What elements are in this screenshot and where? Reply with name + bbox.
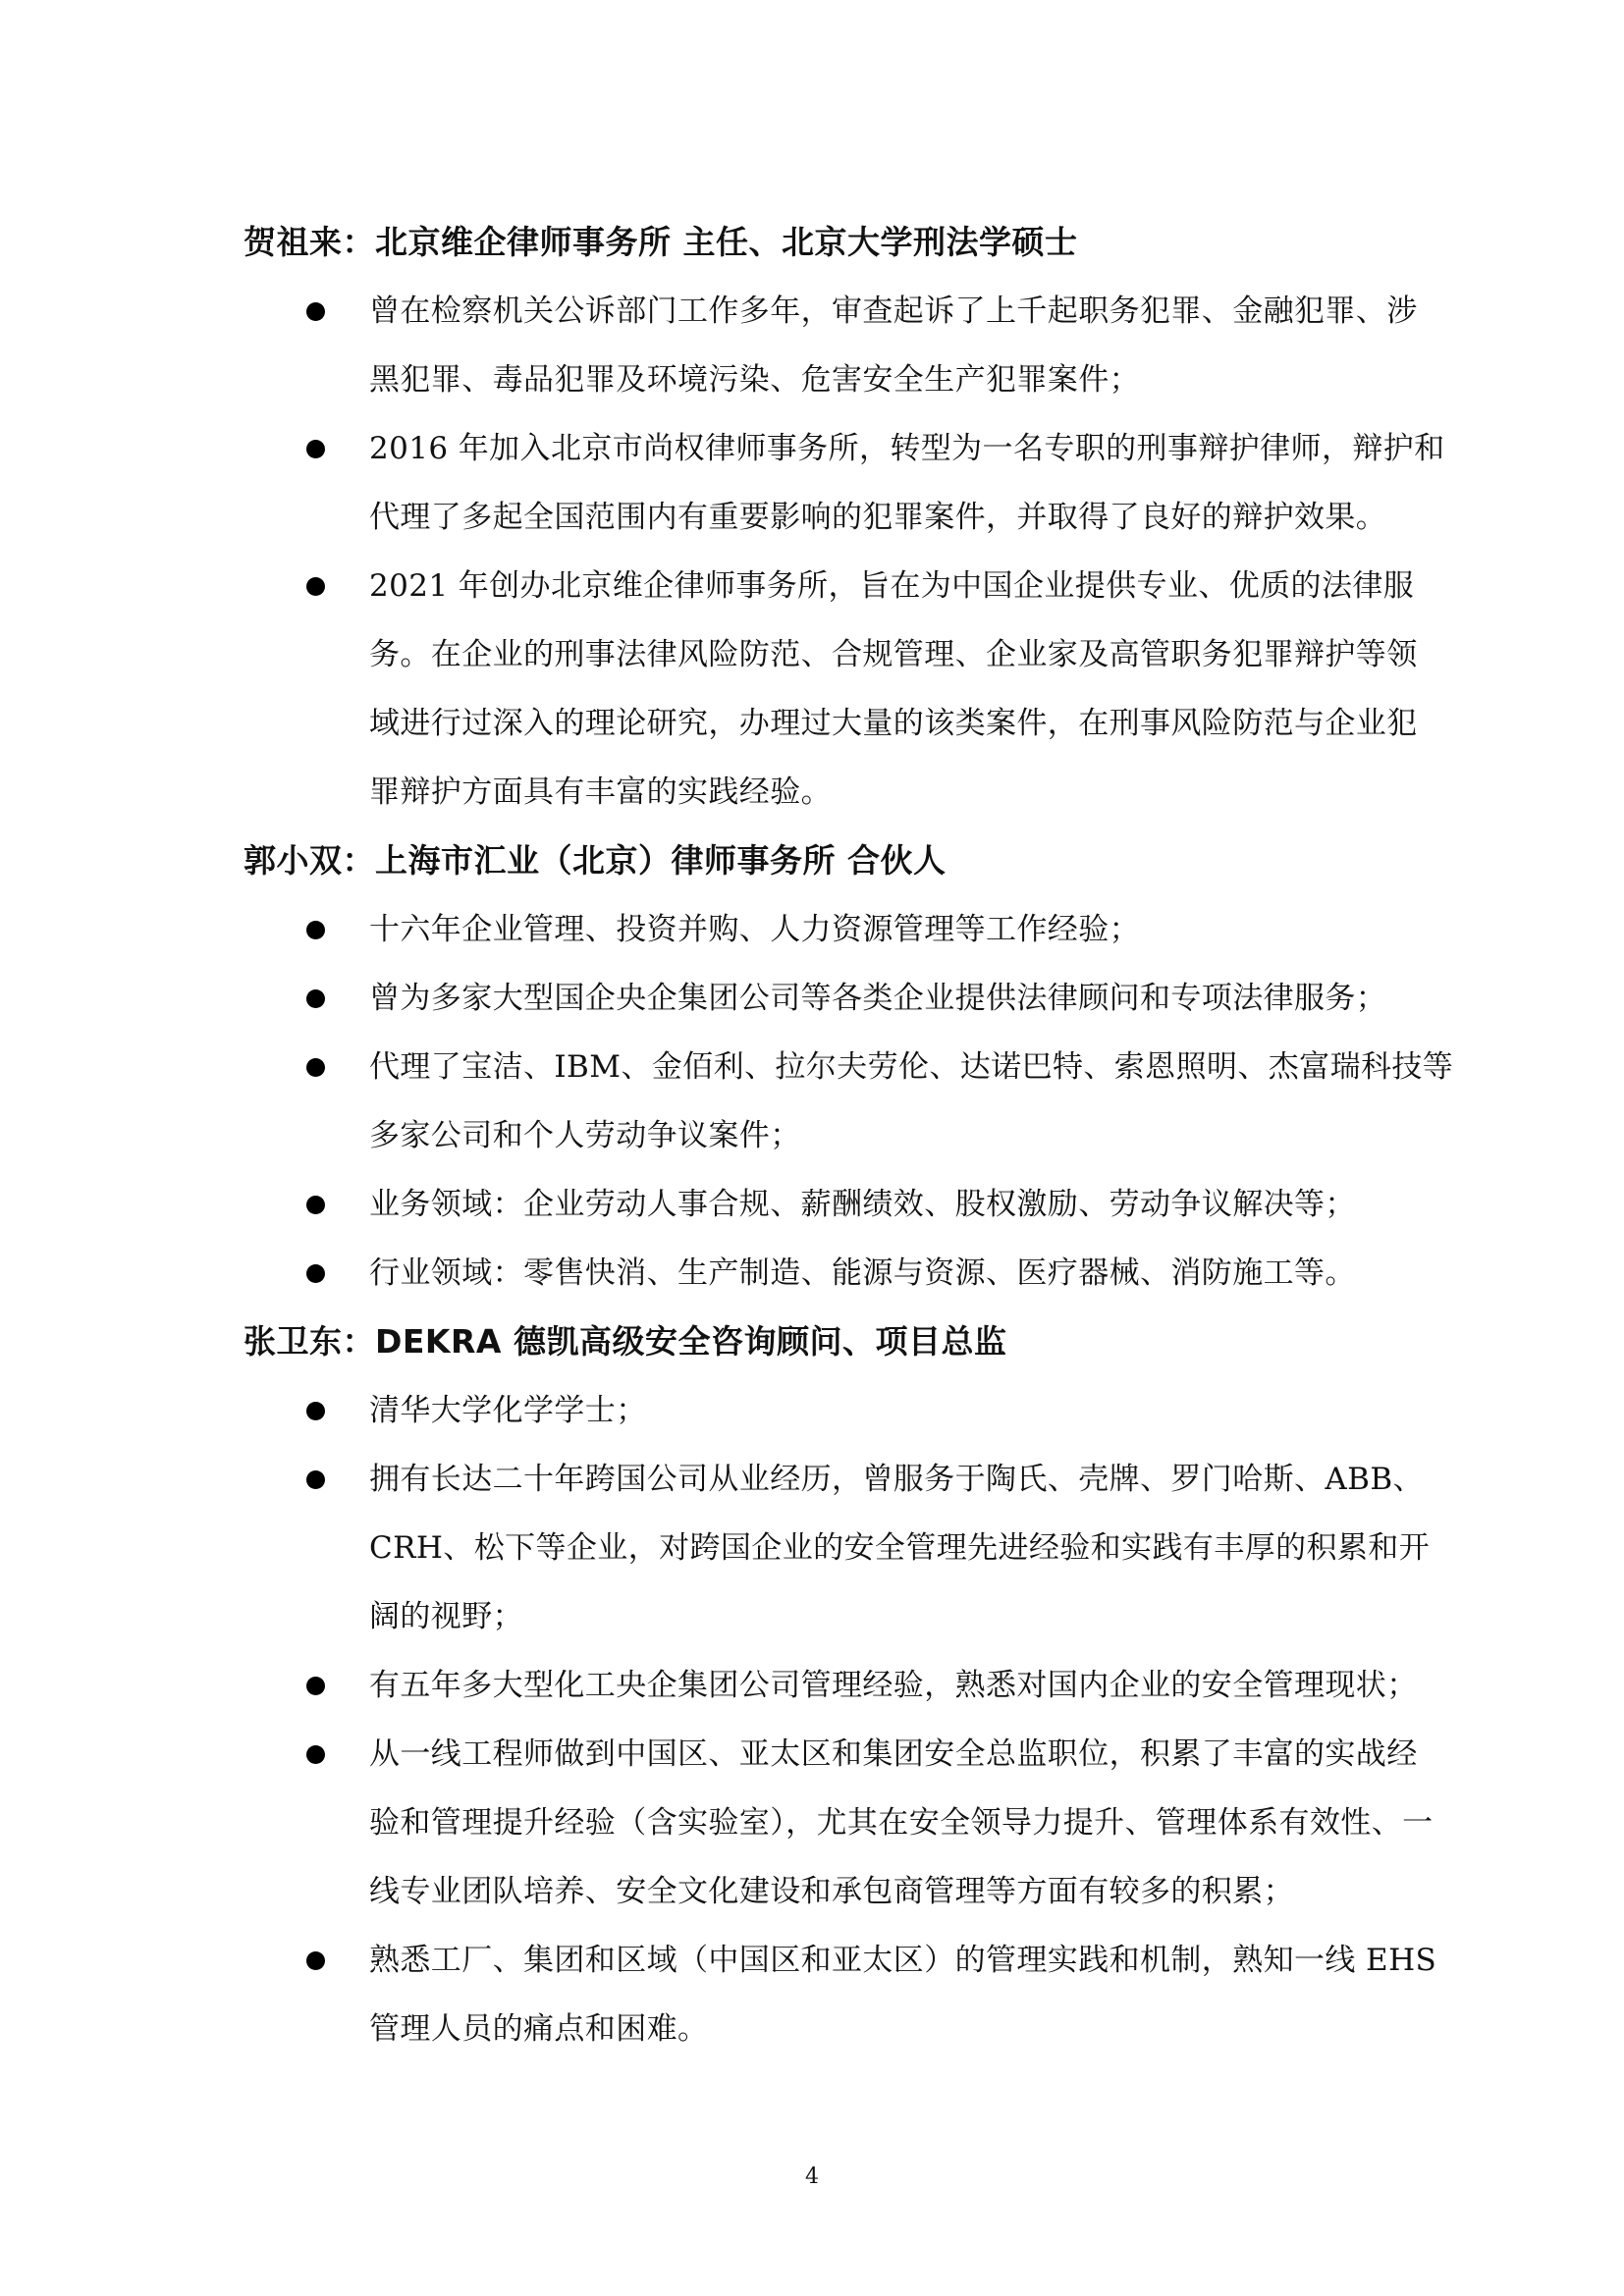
bullet-dot-icon <box>306 989 325 1008</box>
bullet-list <box>244 1376 1437 2063</box>
bullet-item <box>244 1033 1454 1170</box>
bullet-dot-icon <box>306 1058 325 1077</box>
bullet-dot-icon <box>306 921 325 939</box>
bullet-text-line: 线专业团队培养、安全文化建设和承包商管理等方面有较多的积累； <box>369 1874 1294 1909</box>
bullet-item <box>244 1926 1437 2063</box>
bullet-dot-icon <box>306 1470 325 1489</box>
bullet-item <box>244 414 1445 552</box>
section-heading: 贺祖来：北京维企律师事务所 主任、北京大学刑法学硕士 <box>244 223 1078 261</box>
bullet-text-line: 业务领域：企业劳动人事合规、薪酬绩效、股权激励、劳动争议解决等； <box>369 1187 1356 1222</box>
bullet-item <box>244 1445 1431 1651</box>
bullet-text-line: 代理了宝洁、IBM、金佰利、拉尔夫劳伦、达诺巴特、索恩照明、杰富瑞科技等 <box>369 1049 1454 1085</box>
bullet-text-line: 多家公司和个人劳动争议案件； <box>369 1118 801 1153</box>
bullet-text-line: CRH、松下等企业，对跨国企业的安全管理先进经验和实践有丰厚的积累和开 <box>369 1530 1431 1566</box>
bullet-item <box>244 277 1418 414</box>
bullet-item <box>244 895 1392 964</box>
bullet-text-line: 十六年企业管理、投资并购、人力资源管理等工作经验； <box>369 912 1140 947</box>
bullet-text-line: 黑犯罪、毒品犯罪及环境污染、危害安全生产犯罪案件； <box>369 362 1140 398</box>
bullet-dot-icon <box>306 577 325 596</box>
bullet-text-line: 域进行过深入的理论研究，办理过大量的该类案件，在刑事风险防范与企业犯 <box>369 706 1418 741</box>
bullet-item <box>244 1651 1418 1720</box>
bullet-dot-icon <box>306 440 325 458</box>
bullet-text-line: 阔的视野； <box>369 1599 523 1634</box>
bullet-text-line: 熟悉工厂、集团和区域（中国区和亚太区）的管理实践和机制，熟知一线 EHS <box>369 1943 1437 1978</box>
bullet-text-line: 2016 年加入北京市尚权律师事务所，转型为一名专职的刑事辩护律师，辩护和 <box>369 431 1445 466</box>
bullet-dot-icon <box>306 302 325 321</box>
bullet-text-line: 曾为多家大型国企央企集团公司等各类企业提供法律顾问和专项法律服务； <box>369 981 1387 1016</box>
bullet-text-line: 清华大学化学学士； <box>369 1393 647 1428</box>
bullet-text-line: 管理人员的痛点和困难。 <box>369 2011 709 2047</box>
bullet-dot-icon <box>306 1677 325 1695</box>
bullet-text-line: 拥有长达二十年跨国公司从业经历，曾服务于陶氏、壳牌、罗门哈斯、ABB、 <box>369 1462 1424 1497</box>
section-heading: 郭小双：上海市汇业（北京）律师事务所 合伙人 <box>244 841 947 880</box>
bullet-text-line: 验和管理提升经验（含实验室），尤其在安全领导力提升、管理体系有效性、一 <box>369 1805 1434 1841</box>
bullet-item <box>244 1239 1392 1308</box>
bullet-text-line: 务。在企业的刑事法律风险防范、合规管理、企业家及高管职务犯罪辩护等领 <box>369 637 1418 672</box>
bullet-item <box>244 1170 1392 1239</box>
bullet-text-line: 罪辩护方面具有丰富的实践经验。 <box>369 774 832 810</box>
bullet-text-line: 代理了多起全国范围内有重要影响的犯罪案件，并取得了良好的辩护效果。 <box>369 500 1387 535</box>
section-heading: 张卫东：DEKRA 德凯高级安全咨询顾问、项目总监 <box>244 1322 1007 1361</box>
bullet-dot-icon <box>306 1951 325 1970</box>
bullet-dot-icon <box>306 1196 325 1214</box>
bullet-dot-icon <box>306 1402 325 1420</box>
bullet-list <box>244 895 1454 1308</box>
bullet-text-line: 曾在检察机关公诉部门工作多年，审查起诉了上千起职务犯罪、金融犯罪、涉 <box>369 294 1418 329</box>
bullet-item <box>244 964 1392 1033</box>
bullet-text-line: 行业领域：零售快消、生产制造、能源与资源、医疗器械、消防施工等。 <box>369 1255 1356 1291</box>
bullet-item <box>244 1376 1392 1445</box>
bullet-text-line: 从一线工程师做到中国区、亚太区和集团安全总监职位，积累了丰富的实战经 <box>369 1736 1418 1772</box>
bullet-dot-icon <box>306 1264 325 1283</box>
bullet-text-line: 2021 年创办北京维企律师事务所，旨在为中国企业提供专业、优质的法律服 <box>369 568 1415 604</box>
bullet-item <box>244 552 1418 827</box>
page-content <box>244 208 1454 2063</box>
bullet-item <box>244 1720 1434 1926</box>
bullet-list <box>244 277 1445 827</box>
page-number: 4 <box>805 2164 819 2189</box>
bullet-dot-icon <box>306 1745 325 1764</box>
bullet-text-line: 有五年多大型化工央企集团公司管理经验，熟悉对国内企业的安全管理现状； <box>369 1668 1418 1703</box>
